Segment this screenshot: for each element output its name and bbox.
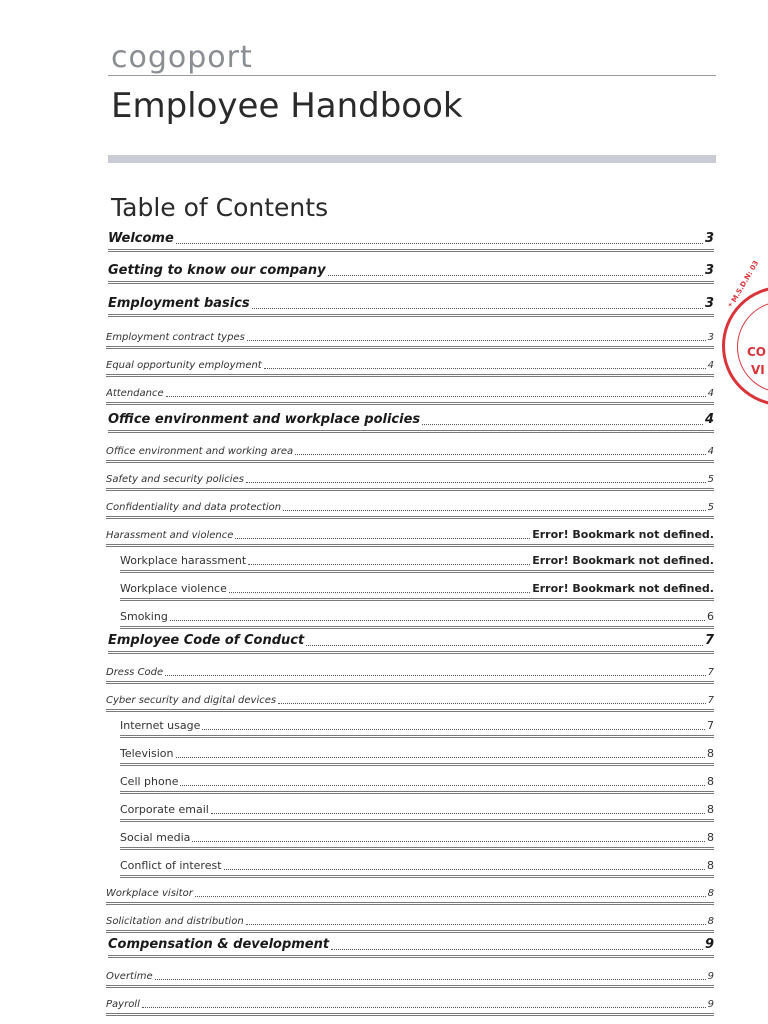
toc-dot-leader [422, 424, 703, 425]
toc-entry[interactable] [106, 493, 714, 519]
toc-entry[interactable] [106, 323, 714, 349]
toc-entry-label: Equal opportunity employment [106, 360, 262, 371]
toc-dot-leader [195, 896, 706, 897]
toc-entry-page: 9 [707, 971, 714, 982]
toc-entry[interactable] [108, 258, 714, 284]
toc-entry[interactable] [106, 990, 714, 1016]
toc-entry-label: Solicitation and distribution [106, 916, 244, 927]
toc-entry-page: 8 [707, 916, 714, 927]
toc-entry-page: 7 [704, 633, 714, 648]
toc-entry-page: 7 [707, 667, 714, 678]
toc-entry-label: Compensation & development [108, 937, 330, 952]
toc-entry[interactable] [108, 291, 714, 317]
toc-dot-leader [246, 924, 706, 925]
toc-entry-page: 4 [704, 412, 714, 427]
toc-heading: Table of Contents [111, 193, 329, 222]
toc-dot-leader [306, 645, 703, 646]
toc-dot-leader [176, 243, 703, 244]
toc-entry-label: Cyber security and digital devices [106, 695, 277, 706]
toc-entry-page: 7 [707, 719, 714, 732]
toc-dot-leader [278, 703, 706, 704]
stamp-text-line2: VI [751, 363, 765, 377]
stamp-text-line1: CO [747, 345, 767, 359]
toc-entry-page: 3 [704, 296, 714, 311]
toc-dot-leader [328, 275, 703, 276]
toc-dot-leader [192, 841, 705, 842]
toc-entry-label: Attendance [106, 388, 164, 399]
toc-entry-label: Office environment and working area [106, 446, 294, 457]
toc-entry-page: 8 [707, 831, 714, 844]
toc-entry-page: 8 [707, 747, 714, 760]
toc-entry[interactable] [120, 852, 714, 878]
toc-entry-page: Error! Bookmark not defined. [532, 582, 714, 595]
toc-entry-page: Error! Bookmark not defined. [532, 554, 714, 567]
stamp-ring-text: * M.S.D.N: 03 [727, 259, 761, 309]
toc-entry[interactable] [108, 407, 714, 433]
toc-entry[interactable] [120, 575, 714, 601]
document-title: Employee Handbook [111, 86, 463, 126]
toc-entry[interactable] [106, 521, 714, 547]
toc-entry-label: Corporate email [120, 803, 209, 816]
toc-entry[interactable] [106, 437, 714, 463]
toc-entry-label: Confidentiality and data protection [106, 502, 282, 513]
toc-entry[interactable] [106, 962, 714, 988]
toc-entry-page: 4 [707, 360, 714, 371]
toc-entry-page: 3 [704, 263, 714, 278]
toc-dot-leader [248, 564, 530, 565]
toc-entry-label: Television [120, 747, 174, 760]
toc-entry[interactable] [106, 686, 714, 712]
toc-entry-label: Welcome [108, 231, 174, 246]
toc-dot-leader [229, 592, 530, 593]
toc-entry[interactable] [106, 465, 714, 491]
toc-entry-page: 8 [707, 803, 714, 816]
toc-dot-leader [165, 675, 705, 676]
toc-entry-page: 8 [707, 775, 714, 788]
toc-entry-page: 9 [707, 999, 714, 1010]
toc-entry-page: 8 [707, 888, 714, 899]
toc-dot-leader [155, 979, 706, 980]
toc-entry-page: 7 [707, 695, 714, 706]
toc-entry-label: Office environment and workplace policies [108, 412, 421, 427]
toc-entry[interactable] [106, 658, 714, 684]
toc-dot-leader [170, 620, 705, 621]
toc-dot-leader [180, 785, 705, 786]
toc-entry-label: Workplace violence [120, 582, 227, 595]
toc-entry-label: Payroll [106, 999, 140, 1010]
toc-entry[interactable] [108, 628, 714, 654]
toc-dot-leader [235, 538, 530, 539]
toc-entry-label: Safety and security policies [106, 474, 244, 485]
toc-dot-leader [264, 368, 706, 369]
toc-dot-leader [295, 454, 705, 455]
toc-entry-label: Harassment and violence [106, 530, 234, 541]
toc-entry-page: 9 [704, 937, 714, 952]
toc-dot-leader [211, 813, 705, 814]
toc-entry-label: Employee Code of Conduct [108, 633, 305, 648]
toc-dot-leader [142, 1007, 706, 1008]
toc-entry-label: Employment contract types [106, 332, 245, 343]
toc-entry-page: 6 [707, 610, 714, 623]
toc-dot-leader [331, 949, 703, 950]
toc-entry-page: Error! Bookmark not defined. [532, 528, 714, 541]
toc-entry[interactable] [106, 351, 714, 377]
toc-dot-leader [176, 757, 706, 758]
toc-dot-leader [246, 482, 706, 483]
toc-entry-label: Workplace harassment [120, 554, 247, 567]
toc-entry-label: Internet usage [120, 719, 201, 732]
toc-entry[interactable] [108, 226, 714, 252]
toc-entry-label: Social media [120, 831, 191, 844]
toc-entry-label: Employment basics [108, 296, 250, 311]
toc-entry-label: Smoking [120, 610, 168, 623]
toc-entry-label: Getting to know our company [108, 263, 326, 278]
toc-entry[interactable] [106, 879, 714, 905]
toc-entry-label: Cell phone [120, 775, 179, 788]
toc-entry-label: Workplace visitor [106, 888, 193, 899]
toc-entry[interactable] [106, 907, 714, 933]
toc-entry[interactable] [120, 603, 714, 629]
toc-dot-leader [252, 308, 703, 309]
toc-entry[interactable] [120, 547, 714, 573]
toc-entry-label: Dress Code [106, 667, 164, 678]
toc-dot-leader [166, 396, 706, 397]
toc-dot-leader [283, 510, 705, 511]
toc-dot-leader [247, 340, 706, 341]
toc-dot-leader [202, 729, 705, 730]
toc-entry-label: Conflict of interest [120, 859, 222, 872]
toc-entry-page: 4 [707, 446, 714, 457]
toc-entry[interactable] [108, 932, 714, 958]
toc-dot-leader [224, 869, 705, 870]
toc-entry-page: 5 [707, 502, 714, 513]
toc-entry-page: 3 [704, 231, 714, 246]
toc-entry-page: 5 [707, 474, 714, 485]
toc-entry[interactable] [106, 379, 714, 405]
toc-entry-page: 8 [707, 859, 714, 872]
toc-entry[interactable] [120, 712, 714, 738]
company-logo: cogoport [111, 40, 253, 75]
toc-entry[interactable] [120, 740, 714, 766]
toc-entry-page: 4 [707, 388, 714, 399]
toc-entry[interactable] [120, 796, 714, 822]
toc-entry[interactable] [120, 824, 714, 850]
toc-entry-page: 3 [707, 332, 714, 343]
toc-entry-label: Overtime [106, 971, 153, 982]
toc-entry[interactable] [120, 768, 714, 794]
